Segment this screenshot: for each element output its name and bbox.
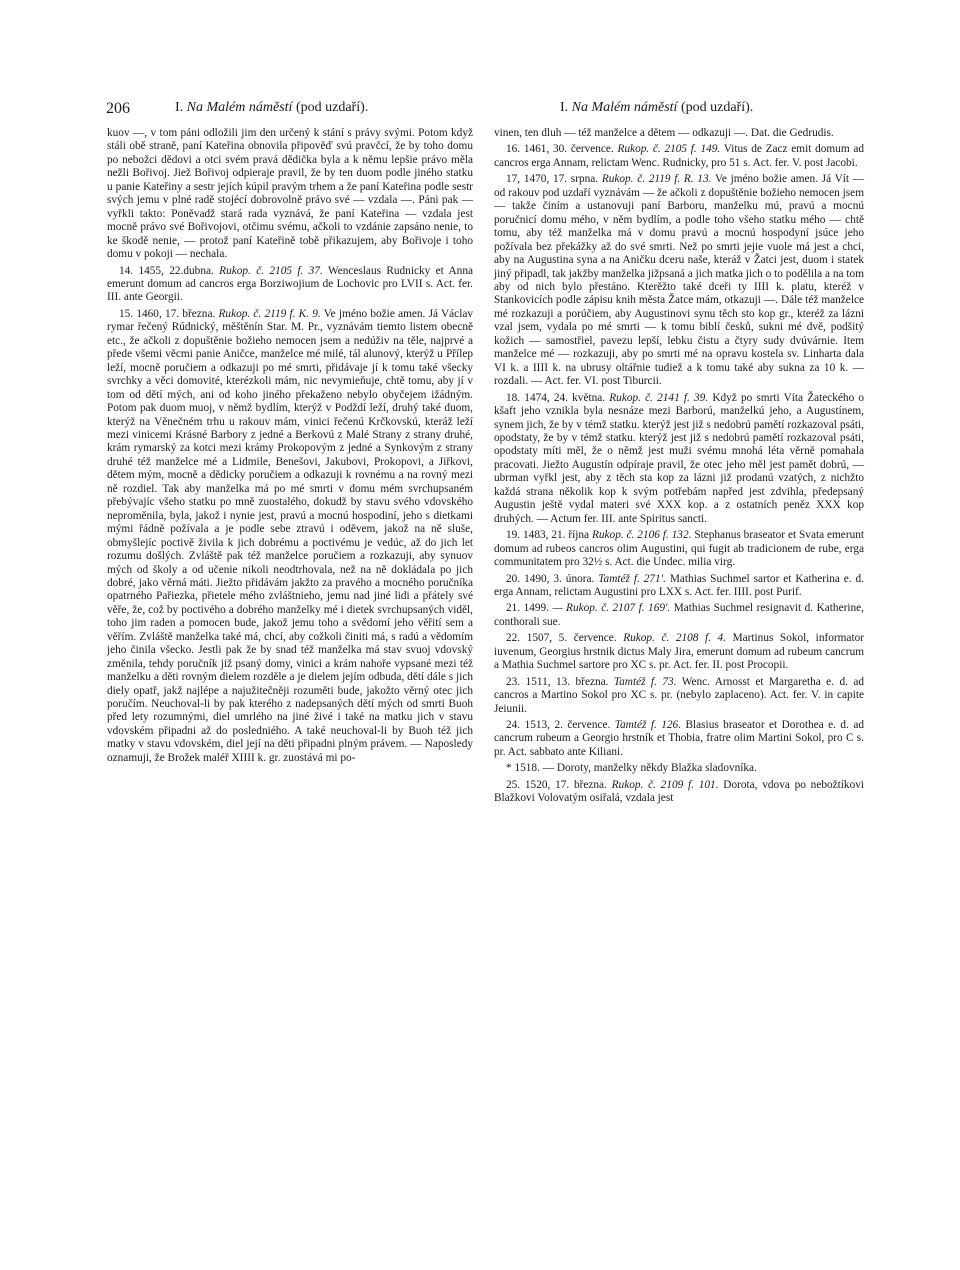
entry-head: 1474, 24. května.: [524, 391, 606, 404]
entry-text: kuov —, v tom páni odložili jim den určený k stání s právy svými. Potom když stáli obě straně, paní Kateřina obnovila připověď svú pravčcí, že by toho domu po nebožci dědovi a otci svém pravá dědička byla a k němu lepšie právo měla nežli Bořivoj. Jiež Bořivoj odpieraje pravil, že by ten duom podle jiného statku u panie Kateřiny a sestr jejích kúpil pravým trhem a že paní Kateřina podle sestr svých jemu v plné radě stojécí dobrovolně právo své — vzdala —. Páni pak — vyřkli takto: Poněvadž stará rada vyznává, že paní Kateřina — vzdala jest mocně právo své Bořivojovi, otčimu svému, ačkoli to vzdánie zapsáno nenie, to ke škodě nenie, — protož paní Kateřině tobě přikazujem, aby Bořivoje i toho domu v pokoji — nechala.: [107, 127, 473, 261]
entry-15-continuation: [494, 127, 864, 140]
entry-source: Tamtéž f. 271'.: [598, 572, 666, 585]
running-head-left-title: Na Malém náměstí: [186, 100, 293, 115]
entry-17: [494, 173, 864, 388]
entry-text: Mathias Suchmel sartor et Katherina e. d. erga Annam, relictam Augustini pro LXX s. Act. fer. IIII. post Purif.: [494, 572, 865, 598]
entry-num: 17,: [506, 173, 521, 186]
entry-num: 16.: [506, 143, 521, 156]
entry-head: 1455, 22.dubna.: [138, 264, 214, 277]
entry-head: 1499.: [523, 602, 550, 615]
entry-text: Ve jméno božie amen. Já Václav rymar řečený Rúdnický, měštěnín Star. M. Pr., vyznávám tiemto listem obecně etc., že ačkoli z dopuštěnie božieho nemocen jsem a nedúživ na těle, najprvé a přede všemi věcmi panie Aničce, manželce mé milé, tál alunový, kterýž u Přílep leží, mocně poručiem a odkazuji po mé smrti, přidávaje jí k tomu také všecky svrchky a věci domovité, kterézkoli mám, nic nevymieňuje, chtě tomu, aby jí v tom od dětí mých, ani od koho jiného překaženo nebylo obyčejem ižádným. Potom pak duom muoj, v němž bydlím, kterýž v Podždí leží, druhý také duom, kterýž na Věnečném trhu u rakouv mám, vinici řečenú Krčkovskú, kteráž leží mezi vinicemi Krásné Barbory z jedné a Berkovú z Malé Strany z strany druhé, krám rymarský za kotci mezi krámy Prokopovým z jedné a Synkovým z strany druhé též manželce mé a Lidmile, Benešovi, Jakubovi, Prokopovi, a Jiřkovi, dětem mým, mocně a dědicky poručiem a odkazuji k rovnému a na rovný mezi ně rozdiel. Tak aby manželka má po mé smrti v domu mém svrchupsaném přebývajíc všeho statku po mně zuostalého, dokudž by stavu svého vdovského neproměnila, byla, jakož i nynie jest, pravú a mocnú hospodiní, jeho s dietkami mými řádně požívala a je podle sebe ztravú i oděvem, jakož na ně sluše, obmyšlejíc poctivě živila k jich dobrému a poctivému je vedúc, až do jich let rozumu došlých. Zvláště pak též manželce poručiem a rozkazuji, aby synuov mých od školy a od učenie nikoli neodtrhovala, než na ně dokládala po jich dobré, jako věrná máti. Jiežto přidávám jakžto za pravého a mocného poručníka opatrného Pařiezka, přietele mého zvláštnieho, jemu nad jiné lidi a přátely své věře, že, což by poctivého a dobrého manželky mé i dietek svrchupsaných viděl, toho jim raden a pomocen bude, jakož jemu toho a svědomí jeho věřití sem a věřím. Zvláště manželka také má, chcí, aby cožkoli činiti má, s radú a vědomím jeho činila všecko. Jestli pak že by snad též manželka má stav svuoj vdovský změnila, tehdy poručník již psaný domy, vinici a krám nahoře vypsané mezi též manželku a děti rovným dielem rozděle a je dielem jejím odbuda, dětí dále s jich diely opatř, jakž najlépe a najužitečněji rozuměti bude, jakožto věrný otec jich poručím. Neuchoval-li by pak kterého z nadepsaných dětí mých od smrti Buoh před lety rozumnými, diel umrlého na jiné živé i také na matku jich v stavu vdovském připadni až do posledniého. A také neuchoval-li by Buoh též jich matky v stavu vdovském, diel její na děti připadni plným právem. — Naposledy oznamuji, že Brožek maléř XIIII k. gr. zuostává mi po-: [107, 307, 473, 764]
entry-source: Rukop. č. 2105 f. 149.: [617, 143, 721, 156]
entry-num: 24.: [506, 719, 521, 732]
running-head-right: [560, 100, 753, 116]
entry-head: 1518.: [514, 762, 540, 775]
running-head-right-suffix: (pod uzdaří).: [680, 100, 754, 115]
entry-head: 1520, 17. března.: [524, 778, 607, 791]
entry-star: [494, 762, 864, 775]
entry-text: Ve jméno božie amen. Já Vít — od rakouv pod uzdaří vyznávám — že ačkoli z dopuštěnie božieho nemocen jsem — takže činím a ustanovuji paní Barboru, manželku mú, pravú a mocnú poručnicí domu mého, v něm bydlím, a podle toho všeho statku mého — chtě tomu, aby též manželka má v domu pravú a mocnú hospodyní jsúce jeho požívala bez překážky až do své smrti. Než po smrti jejie vuole má jest a chci, aby na Augustina syna a na Aničku dceru naše, kteráž v Žatci jest, duom i statek jiný připadl, tak jakžby manželka jižpsaná a jich matka jich o to podělila a na tom aby od nich bylo přestáno. Kterěžto také dceři ty IIII k. platu, kteréž v Stankovicích podle zápisu knih města Žatce mám, otkazuji —. Dále též manželce mé rozkazuji a porúčiem, aby Augustinovi synu těch sto kop gr., kteréž za lázni vzal jsem, vydala po mé smrti — k tomu biblí česků, sukni mé dvě, podšitý kožich — samostřiel, pavezu lepší, lebku čistu a čtyry sudy dvúvárnie. Item manželce mé — rozkazuji, aby po smrti mé na opravu kostela sv. Linharta dala VI k. a IIII k. na ubrusy oltářnie tudiež a k tomu také aby sukna za 10 k. — rozdali. — Act. fer. VI. post Tiburcii.: [494, 173, 865, 388]
entry-13-continuation: [107, 127, 473, 262]
entry-head: 1461, 30. července.: [523, 143, 614, 156]
entry-num: 25.: [506, 778, 521, 791]
entry-num: 20.: [506, 572, 521, 585]
entry-head: 1490, 3. února.: [524, 572, 595, 585]
entry-text: Blasius braseator et Dorothea e. d. ad cancrum rubeum a Georgio hrstník et Thobia, fratre olim Martini Sokol, pro C s. pr. Act. sabbato ante Kiliani.: [494, 719, 864, 758]
entry-head: 1511, 13. března.: [525, 675, 609, 688]
entry-num: 22.: [506, 632, 521, 645]
entry-source: — Rukop. č. 2107 f. 169'.: [552, 602, 671, 615]
entry-source: Rukop. č. 2119 f. R. 13.: [601, 173, 712, 186]
entry-text: Stephanus braseator et Svata emerunt domum ad rubeos cancros olim Augustini, qui fugit ab tradicionem de rube, erga communitatem pro 32½ s. Act. die Undec. milia virg.: [494, 529, 865, 569]
page-number: 206: [106, 100, 130, 117]
entry-23: [494, 676, 864, 716]
entry-num: 23.: [506, 675, 521, 688]
entry-19: [494, 529, 864, 569]
entry-source: Rukop. č. 2141 f. 39.: [609, 391, 709, 404]
right-column: [494, 127, 864, 806]
entry-num: 21.: [506, 602, 521, 615]
running-head-left: [175, 100, 368, 116]
entry-20: [494, 573, 864, 600]
entry-num: *: [506, 762, 512, 775]
entry-16: [494, 143, 864, 170]
entry-source: Tamtéž f. 126.: [614, 719, 682, 732]
entry-15: [107, 308, 473, 765]
entry-text: Vitus de Zacz emit domum ad cancros erga Annam, relictam Wenc. Rudnicky, pro 51 s. Act. fer. V. post Jacobi.: [494, 143, 864, 169]
entry-24: [494, 719, 864, 759]
entry-source: Rukop. č. 2106 f. 132.: [591, 529, 692, 542]
entry-21: [494, 602, 864, 629]
entry-18: [494, 392, 864, 527]
entry-head: 1483, 21. října: [523, 529, 590, 542]
entry-head: 1470, 17. srpna.: [523, 173, 599, 186]
entry-text: Wenc. Arnosst et Margaretha e. d. ad cancros a Martino Sokol pro XC s. pr. (nebylo zaplaceno). Act. fer. V. in capite Jeiunii.: [494, 675, 865, 715]
running-head-right-num: I.: [560, 100, 569, 115]
entry-text: — Doroty, manželky někdy Blažka sladovníka.: [542, 762, 757, 775]
entry-num: 15.: [119, 307, 134, 320]
entry-source: Rukop. č. 2109 f. 101.: [611, 778, 719, 791]
entry-num: 18.: [506, 391, 521, 404]
entry-text: Wenceslaus Rudnicky et Anna emerunt domum ad cancros erga Borziwojium de Lochovic pro LVII s. Act. fer. III. ante Georgii.: [107, 264, 473, 304]
entry-source: Rukop. č. 2119 f. K. 9.: [218, 307, 321, 320]
entry-25: [494, 779, 864, 806]
entry-22: [494, 632, 864, 672]
entry-source: Rukop. č. 2108 f. 4.: [623, 632, 727, 645]
entry-num: 19.: [506, 529, 521, 542]
entry-text: Mathias Suchmel resignavit d. Katherine, conthorali sue.: [494, 602, 864, 628]
running-head-right-title: Na Malém náměstí: [571, 100, 678, 115]
left-column: [107, 127, 473, 765]
entry-14: [107, 265, 473, 305]
entry-source: Tamtéž f. 73.: [613, 675, 677, 688]
entry-head: 1460, 17. března.: [136, 307, 216, 320]
entry-head: 1513, 2. července.: [524, 719, 611, 732]
entry-text: Když po smrti Víta Žateckého o kšaft jeho vznikla byla nesnáze mezi Barború, manželkú jeho, a Augustínem, synem jich, že by v témž statku. kterýž jest již s nedobrú pamětí rozkazoval psáti, opodstaty, že by v témž statku. kterýž jest již s nedobrú pamětí rozkazoval psáti, opodstaty míti měl, že o němž jest muži svému mnohá léta věrně pomahala pracovati. Jiežto Augustín odpíraje pravil, že otec jeho měl jest pamět dobrú, — ubrman vyřkl jest, aby z těch sta kop za lázni již prodanú vzatých, z nichžto každá strana několik kop k svým potřebám napřed jest zdvihla, předepsaný Augustin ještě vydal materi své XXX kop. a z ostatních peněz XXX kop druhých. — Actum fer. III. ante Spiritus sancti.: [494, 391, 865, 525]
entry-text: Dorota, vdova po nebožtíkovi Blažkovi Volovatým osiřalá, vzdala jest: [494, 778, 865, 805]
entry-text: vinen, ten dluh — též manželce a dětem — odkazuji —. Dat. die Gedrudis.: [494, 127, 834, 139]
entry-head: 1507, 5. července.: [526, 632, 617, 645]
entry-source: Rukop. č. 2105 f. 37.: [219, 264, 323, 277]
entry-num: 14.: [119, 264, 134, 277]
entry-text: Martinus Sokol, informator iuvenum, Georgius hrstnik dictus Maly Jira, emerunt domum ad rubeum cancrum a Mathia Suchmel sartore pro XC s. pr. Act. fer. II. post Procopii.: [494, 632, 864, 672]
running-head-left-suffix: (pod uzdaří).: [295, 100, 369, 115]
running-head-left-num: I.: [175, 100, 184, 115]
